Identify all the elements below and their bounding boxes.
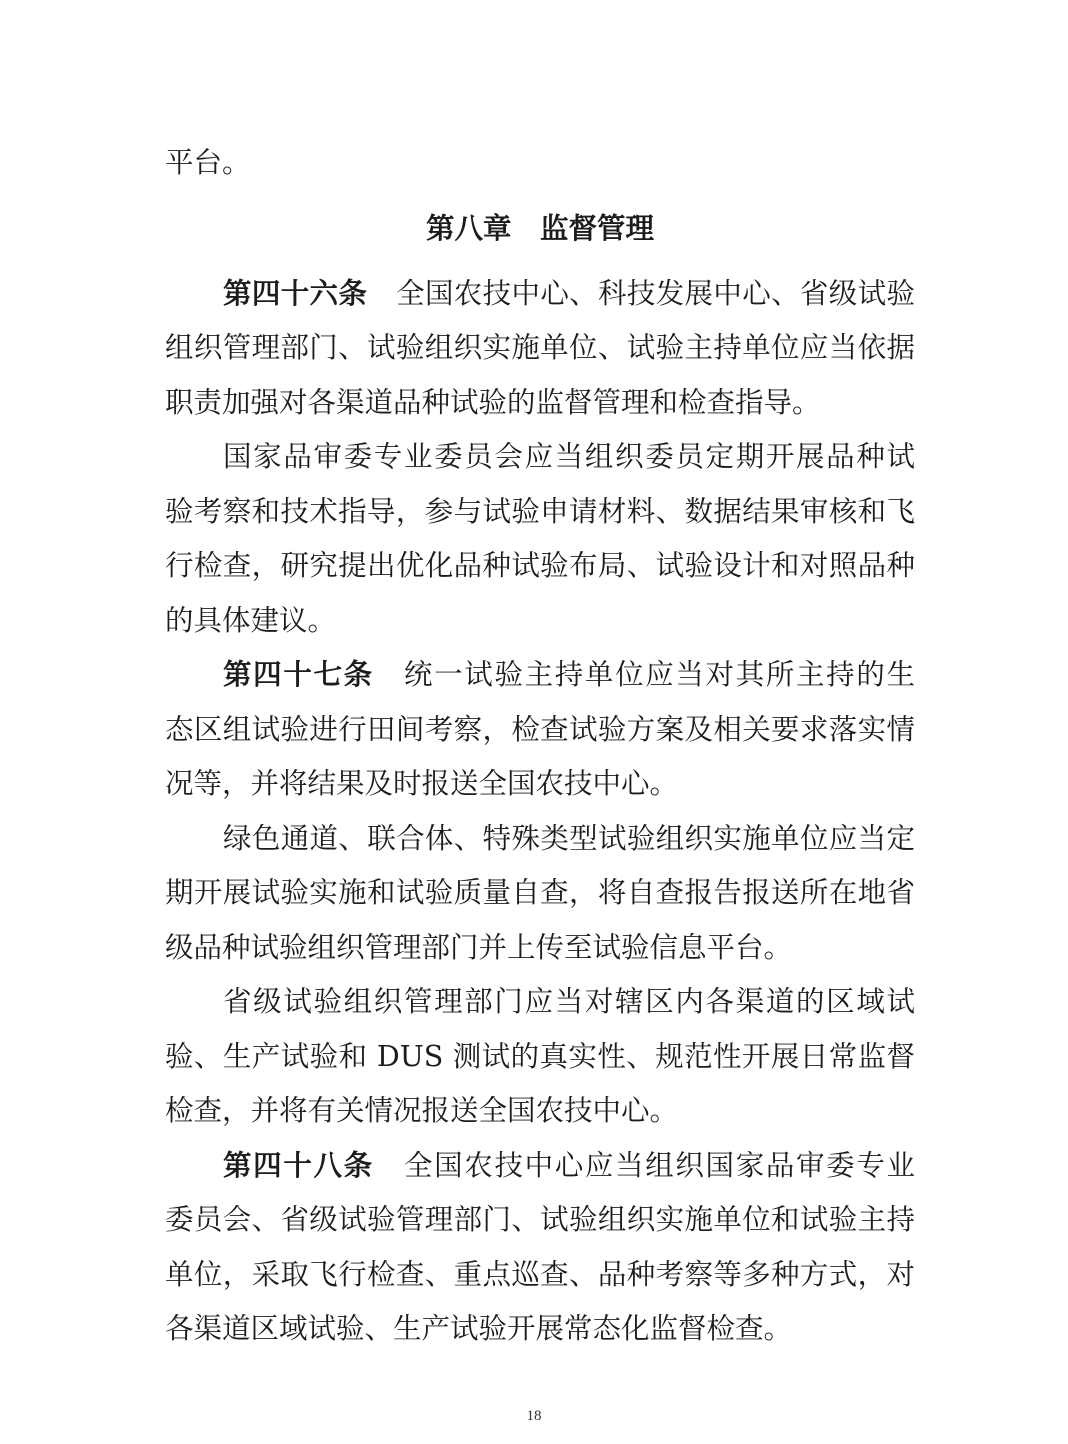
- paragraph-line: [165, 1139, 915, 1194]
- paragraph-line: 验、生产试验和 DUS 测试的真实性、规范性开展日常监督: [165, 1039, 915, 1073]
- paragraph-line: 绿色通道、联合体、特殊类型试验组织实施单位应当定: [223, 821, 915, 855]
- paragraph-line: 期开展试验实施和试验质量自查，将自查报告报送所在地省: [165, 876, 915, 909]
- article-label: 第四十八条: [223, 1148, 374, 1182]
- opening-line: 平台。: [165, 146, 251, 179]
- paragraph-line: [165, 648, 915, 703]
- document-body: [165, 136, 915, 1357]
- article-label: 第四十七条: [223, 658, 374, 691]
- paragraph-line: 行检查，研究提出优化品种试验布局、试验设计和对照品种: [165, 549, 915, 582]
- paragraph-line: 各渠道区域试验、生产试验开展常态化监督检查。: [165, 1312, 793, 1345]
- paragraph-text: 统一试验主持单位应当对其所主持的生: [403, 658, 915, 691]
- article-label: 第四十六条: [223, 276, 368, 310]
- paragraph-line: 的具体建议。: [165, 603, 337, 637]
- paragraph-line: 职责加强对各渠道品种试验的监督管理和检查指导。: [165, 385, 821, 419]
- paragraph-line: 省级试验组织管理部门应当对辖区内各渠道的区域试: [223, 985, 915, 1018]
- paragraph-text: 全国农技中心、科技发展中心、省级试验: [396, 276, 915, 310]
- paragraph-line: 组织管理部门、试验组织实施单位、试验主持单位应当依据: [165, 331, 915, 364]
- paragraph-line: 国家品审委专业委员会应当组织委员定期开展品种试: [223, 440, 915, 473]
- paragraph-line: 态区组试验进行田间考察，检查试验方案及相关要求落实情: [165, 712, 915, 746]
- paragraph-line: 委员会、省级试验管理部门、试验组织实施单位和试验主持: [165, 1203, 915, 1236]
- paragraph-line: 单位，采取飞行检查、重点巡查、品种考察等多种方式，对: [165, 1257, 915, 1291]
- paragraph-line: 验考察和技术指导，参与试验申请材料、数据结果审核和飞: [165, 494, 915, 528]
- paragraph-line: 级品种试验组织管理部门并上传至试验信息平台。: [165, 930, 793, 964]
- paragraph-line: 况等，并将结果及时报送全国农技中心。: [165, 767, 679, 800]
- paragraph-line: 检查，并将有关情况报送全国农技中心。: [165, 1094, 679, 1127]
- page-number: 18: [526, 1408, 542, 1424]
- paragraph-text: 全国农技中心应当组织国家品审委专业: [403, 1148, 915, 1182]
- chapter-title: 第八章 监督管理: [425, 211, 654, 245]
- paragraph-line: [165, 267, 915, 322]
